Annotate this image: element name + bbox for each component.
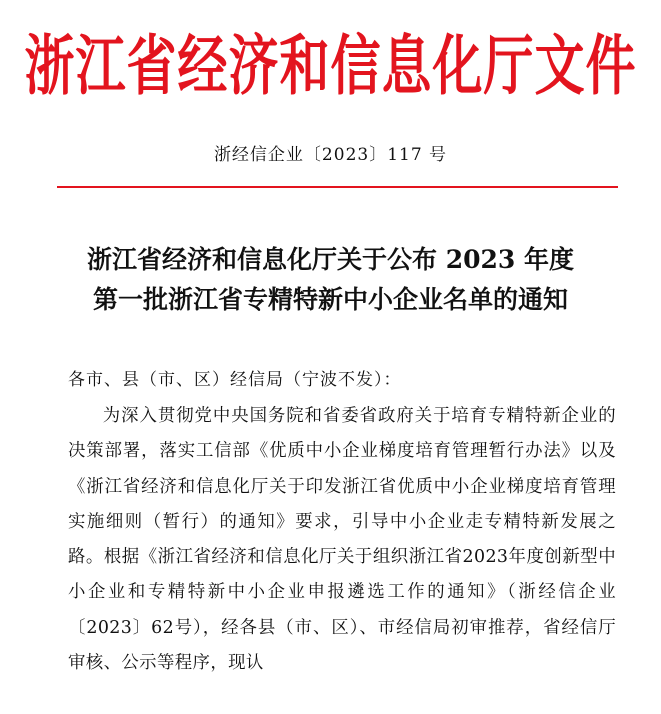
document-body (68, 399, 616, 681)
document-masthead: 浙江省经济和信息化厅文件 (24, 28, 637, 104)
document-number: 浙经信企业〔2023〕117 号 (213, 145, 448, 165)
body-paragraph: 为深入贯彻党中央国务院和省委省政府关于培育专精特新企业的决策部署，落实工信部《优质中小企业梯度培育管理暂行办法》以及《浙江省经济和信息化厅关于印发浙江省优质中小企业梯度培育管理实施细则（暂行）的通知》要求，引导中小企业走专精特新发展之路。根据《浙江省经济和信息化厅关于组织浙江省2023年度创新型中小企业和专精特新中小企业申报遴选工作的通知》（浙经信企业〔2023〕62号），经各县（市、区）、市经信局初审推荐，省经信厅审核、公示等程序，现认 (68, 406, 616, 674)
title-line-2: 第一批浙江省专精特新中小企业名单的通知 (92, 285, 568, 314)
red-divider-line (57, 186, 618, 188)
salutation: 各市、县（市、区）经信局（宁波不发）： (68, 370, 402, 390)
title-line-1: 浙江省经济和信息化厅关于公布 2023 年度 (87, 245, 574, 274)
document-title (40, 240, 621, 320)
